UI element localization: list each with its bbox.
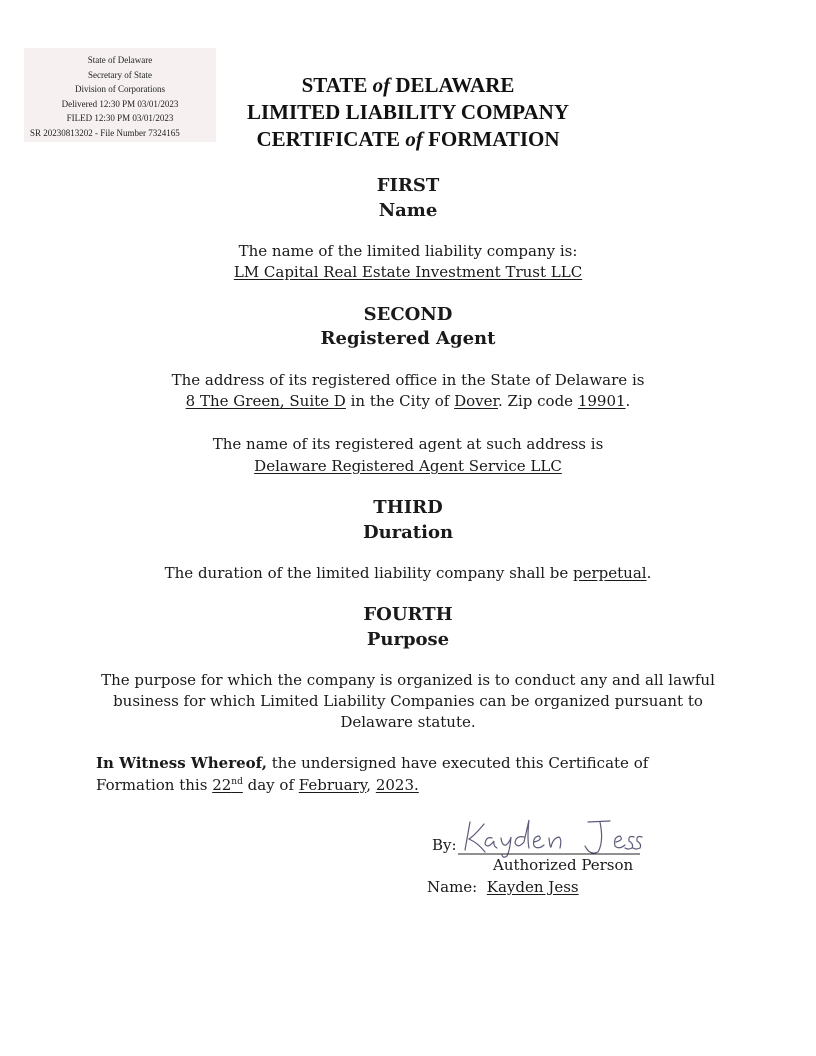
- title-line-1: STATE of DELAWARE: [301, 73, 515, 97]
- section-second-ordinal: SECOND: [363, 304, 453, 325]
- section-third-heading: Duration: [362, 522, 454, 543]
- title-line-3: CERTIFICATE of FORMATION: [256, 127, 560, 151]
- registered-agent-name: Delaware Registered Agent Service LLC: [254, 457, 562, 475]
- stamp-file-number: SR 20230813202 - File Number 7324165: [30, 127, 180, 138]
- signature-by-label: By:: [432, 836, 457, 854]
- section-fourth-heading: Purpose: [366, 629, 450, 650]
- registered-agent-intro: The name of its registered agent at such address is: [212, 435, 604, 453]
- section-second-heading: Registered Agent: [320, 328, 496, 349]
- filing-stamp: [24, 48, 216, 142]
- section-first-ordinal: FIRST: [376, 175, 440, 196]
- purpose-line: Delaware statute.: [340, 713, 476, 731]
- stamp-line: State of Delaware: [87, 55, 153, 65]
- section-first-heading: Name: [378, 200, 438, 221]
- document-title: [200, 72, 616, 153]
- duration-text: The duration of the limited liability company shall be perpetual.: [164, 564, 652, 582]
- company-name-intro: The name of the limited liability company is:: [238, 242, 578, 260]
- signer-name-line: Name: Kayden Jess: [427, 878, 579, 896]
- section-third-ordinal: THIRD: [373, 497, 443, 518]
- title-line-2: LIMITED LIABILITY COMPANY: [246, 100, 570, 124]
- authorized-person-label: Authorized Person: [493, 856, 634, 874]
- stamp-line: FILED 12:30 PM 03/01/2023: [66, 113, 174, 124]
- witness-line-2: Formation this 22nd day of February, 2023.: [96, 776, 419, 794]
- registered-office-intro: The address of its registered office in the State of Delaware is: [171, 371, 645, 389]
- stamp-line: Secretary of State: [88, 69, 152, 80]
- company-name: LM Capital Real Estate Investment Trust LLC: [233, 263, 583, 281]
- handwritten-signature: [458, 816, 643, 858]
- witness-line-1: In Witness Whereof, the undersigned have executed this Certificate of: [96, 754, 649, 772]
- stamp-line: Delivered 12:30 PM 03/01/2023: [61, 98, 179, 109]
- stamp-line: Division of Corporations: [75, 84, 165, 95]
- registered-office-address: 8 The Green, Suite D in the City of Dover. Zip code 19901.: [185, 392, 631, 410]
- purpose-line: business for which Limited Liability Companies can be organized pursuant to: [113, 692, 703, 710]
- purpose-line: The purpose for which the company is organized is to conduct any and all lawful: [101, 671, 715, 689]
- section-fourth-ordinal: FOURTH: [363, 604, 453, 625]
